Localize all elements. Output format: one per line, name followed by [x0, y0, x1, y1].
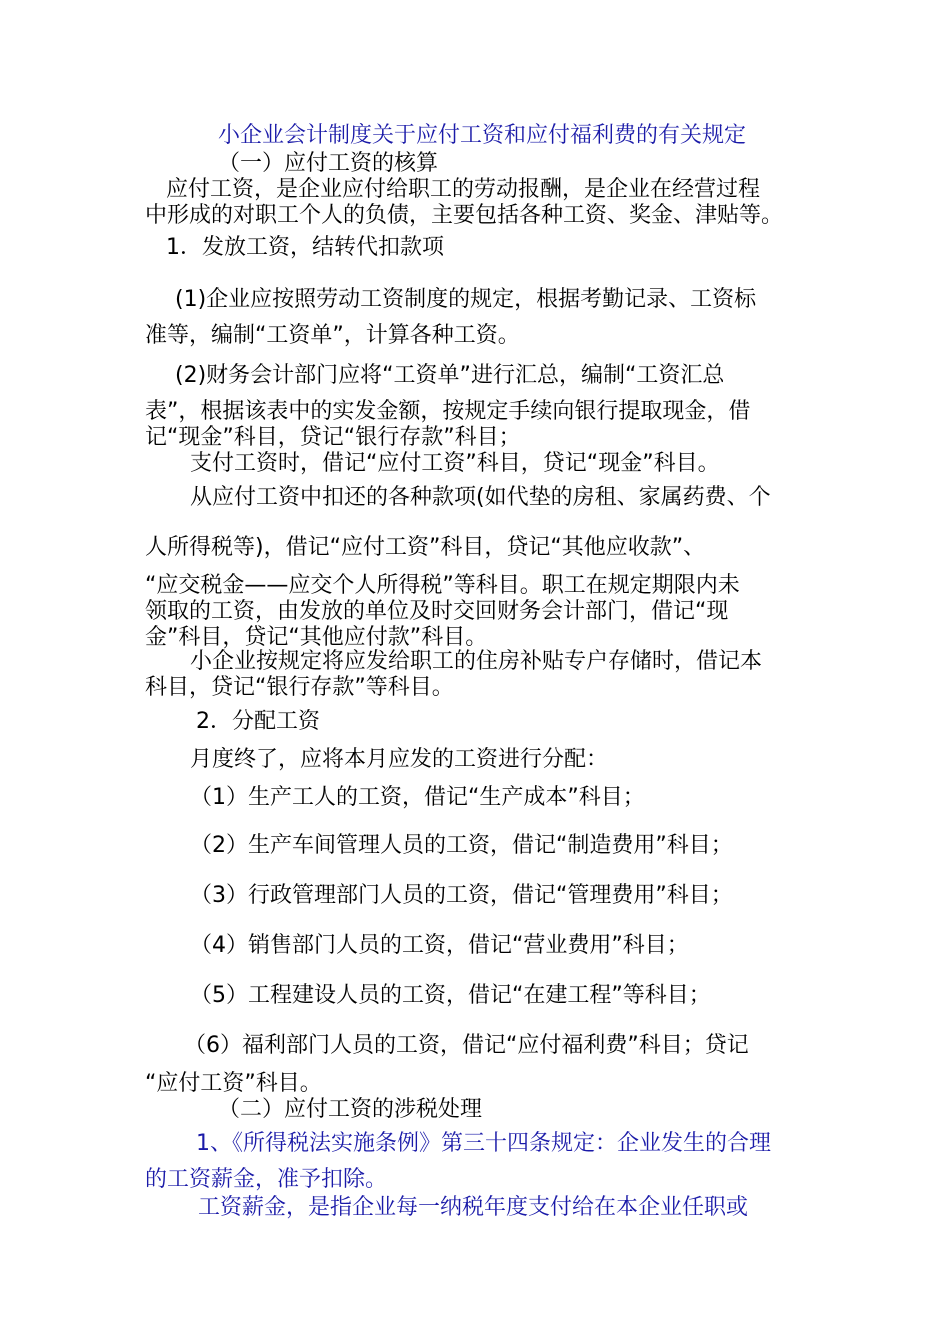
paragraph-line: 小企业按规定将应发给职工的住房补贴专户存储时，借记本	[190, 649, 763, 674]
item-heading-2: 2．分配工资	[196, 709, 320, 734]
list-item: （3）行政管理部门人员的工资，借记“管理费用”科目；	[190, 883, 733, 908]
paragraph-line: 金”科目，贷记“其他应付款”科目。	[145, 625, 488, 650]
paragraph-line: 支付工资时，借记“应付工资”科目，贷记“现金”科目。	[190, 451, 720, 476]
list-item: （1）生产工人的工资，借记“生产成本”科目；	[190, 785, 645, 810]
list-item: （2）生产车间管理人员的工资，借记“制造费用”科目；	[190, 833, 733, 858]
paragraph-line: (1)企业应按照劳动工资制度的规定，根据考勤记录、工资标	[175, 287, 757, 312]
paragraph-line: 月度终了，应将本月应发的工资进行分配：	[190, 747, 609, 772]
paragraph-line: 1、《所得税法实施条例》第三十四条规定：企业发生的合理	[196, 1131, 771, 1156]
paragraph-line: 科目，贷记“银行存款”等科目。	[145, 675, 454, 700]
paragraph-line: 的工资薪金，准予扣除。	[145, 1167, 388, 1192]
list-item: （6）福利部门人员的工资，借记“应付福利费”科目；贷记	[184, 1033, 749, 1058]
paragraph-line: “应交税金——应交个人所得税”等科目。职工在规定期限内未	[145, 573, 740, 598]
section-heading-1: （一）应付工资的核算	[218, 151, 439, 176]
section-heading-2: （二）应付工资的涉税处理	[218, 1097, 483, 1122]
paragraph-line: 准等，编制“工资单”，计算各种工资。	[145, 323, 520, 348]
paragraph-line: 人所得税等)，借记“应付工资”科目，贷记“其他应收款”、	[145, 535, 706, 560]
paragraph-line: 应付工资，是企业应付给职工的劳动报酬，是企业在经营过程	[166, 177, 761, 202]
paragraph-line: 工资薪金，是指企业每一纳税年度支付给在本企业任职或	[198, 1195, 749, 1220]
list-item: （4）销售部门人员的工资，借记“营业费用”科目；	[190, 933, 689, 958]
list-item: “应付工资”科目。	[145, 1071, 322, 1096]
paragraph-line: 从应付工资中扣还的各种款项(如代垫的房租、家属药费、个	[190, 485, 771, 510]
paragraph-line: 表”，根据该表中的实发金额，按规定手续向银行提取现金，借	[145, 399, 751, 424]
item-heading-1: 1．发放工资，结转代扣款项	[166, 235, 444, 260]
paragraph-line: 领取的工资，由发放的单位及时交回财务会计部门，借记“现	[145, 599, 729, 624]
document-title: 小企业会计制度关于应付工资和应付福利费的有关规定	[218, 123, 747, 148]
paragraph-line: 中形成的对职工个人的负债，主要包括各种工资、奖金、津贴等。	[145, 203, 784, 228]
paragraph-line: (2)财务会计部门应将“工资单”进行汇总，编制“工资汇总	[175, 363, 725, 388]
list-item: （5）工程建设人员的工资，借记“在建工程”等科目；	[190, 983, 711, 1008]
paragraph-line: 记“现金”科目，贷记“银行存款”科目；	[145, 425, 521, 450]
